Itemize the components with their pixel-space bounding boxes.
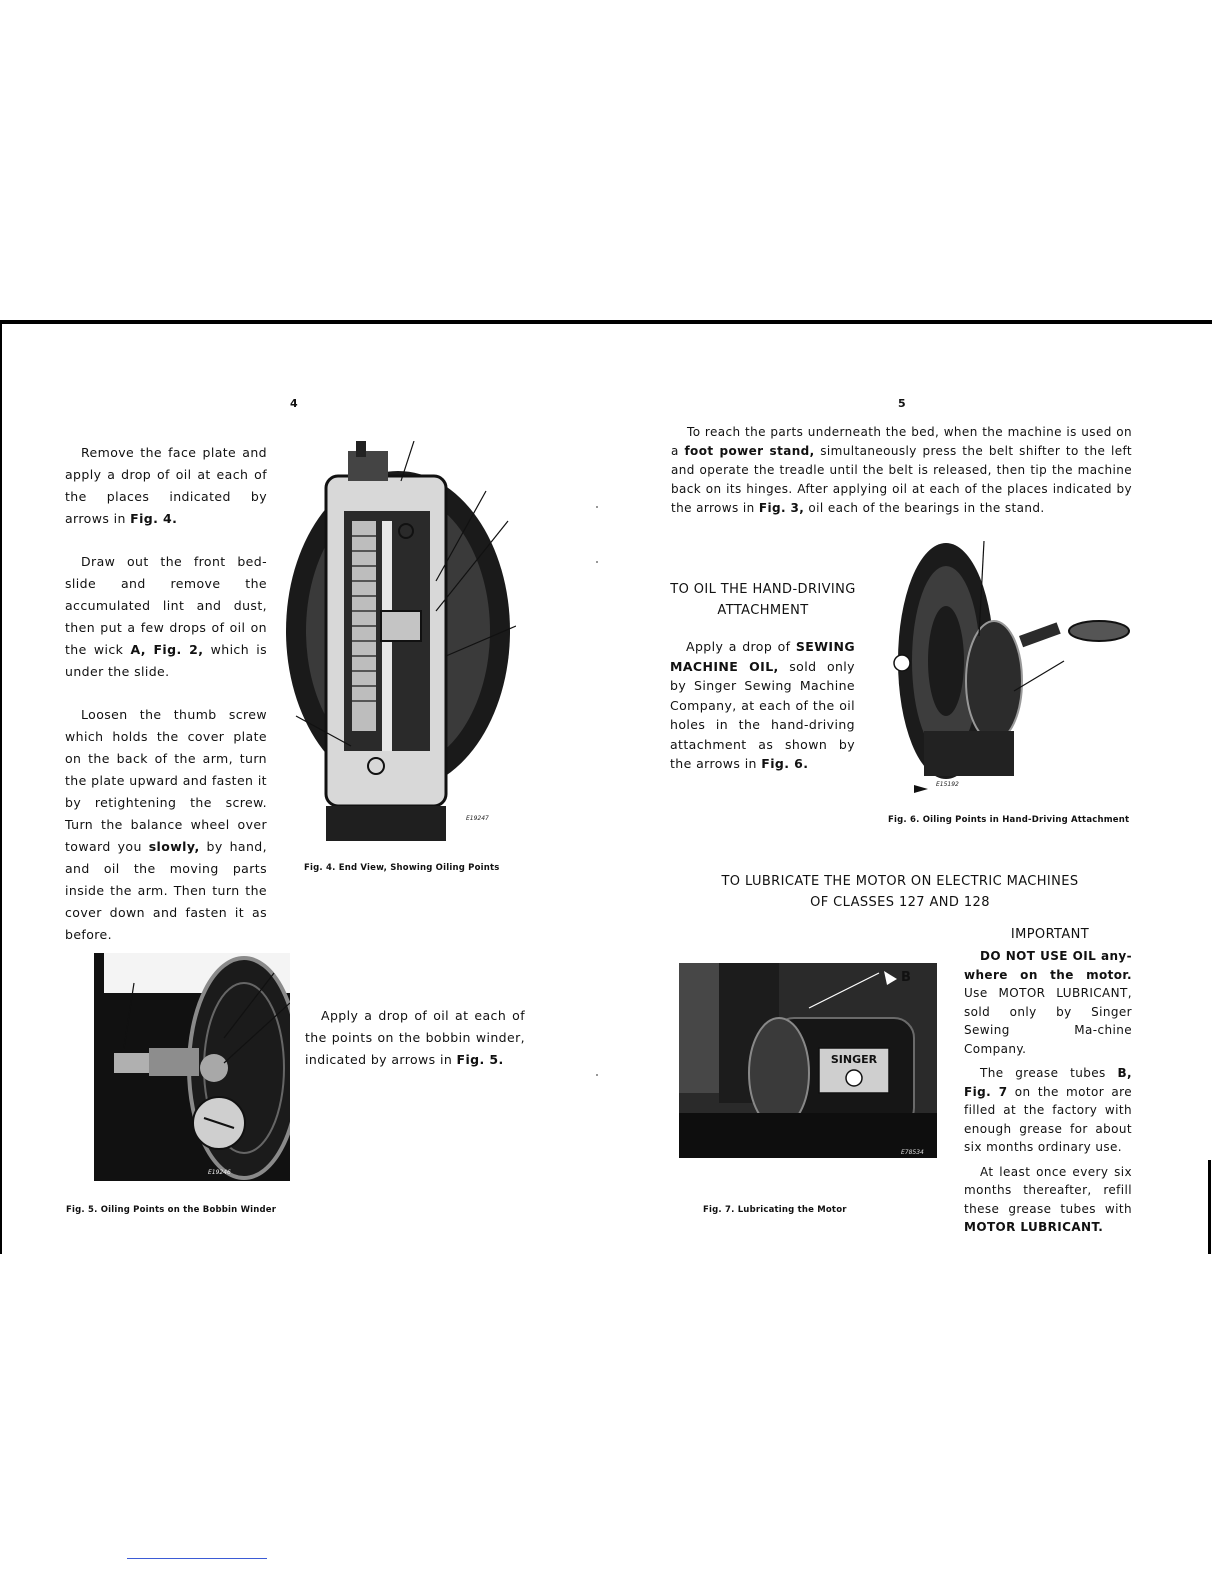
fig4-end-view-image (286, 441, 516, 841)
fig6-hand-driving-image (884, 541, 1132, 793)
fig7-motor-image (679, 963, 937, 1158)
important-heading: IMPORTANT (1010, 927, 1090, 942)
bottom-link-rule (127, 1558, 267, 1559)
fig7-brand-text: SINGER (830, 1053, 878, 1066)
fig5-caption: Fig. 5. Oiling Points on the Bobbin Winder (66, 1205, 277, 1215)
fig4-caption: Fig. 4. End View, Showing Oiling Points (304, 863, 500, 873)
bold-run: foot power stand, (684, 444, 815, 458)
fig6-caption: Fig. 6. Oiling Points in Hand-Driving Attachment (888, 815, 1130, 825)
scan-speck (596, 1074, 598, 1076)
fig7-label-b: B (901, 970, 911, 985)
hand-paragraph: Apply a drop of SEWING MACHINE OIL, sold only by Singer Sewing Machine Company, at each of the oil holes in the hand-driving attachment as shown by the arrows in Fig. 6. (670, 639, 855, 771)
stand-paragraph: To reach the parts underneath the bed, when the machine is used on a foot power stand, simultaneously press the belt shifter to the left and operate the treadle until the belt is released, then tip the machine back on its hinges. After applying oil at each of the places indicated by the arrows in Fig. 3, oil each of the bearings in the stand. (671, 425, 1133, 515)
bold-run: Fig. 6. (761, 756, 809, 771)
motor-heading-line1: TO LUBRICATE THE MOTOR ON ELECTRIC MACHINES (721, 874, 1079, 889)
bold-run: A, Fig. 2, (130, 642, 204, 657)
stand-oiling-text (671, 423, 1132, 518)
bold-run: SEWING MACHINE OIL, (670, 639, 855, 674)
left-paragraph: Remove the face plate and apply a drop of oil at each of the places indicated by arrows in Fig. 4. (65, 445, 267, 526)
scan-speck (596, 506, 598, 508)
motor-heading (700, 871, 1100, 913)
motor-lubrication-text (964, 947, 1132, 1243)
hand-driving-heading-line1: TO OIL THE HAND-DRIVING (670, 582, 856, 597)
fig5-bobbin-winder-image (94, 953, 290, 1181)
motor-paragraph: DO NOT USE OIL any-where on the motor. Use MOTOR LUBRICANT, sold only by Singer Sewing Ma-chine Company. (964, 949, 1132, 1056)
motor-paragraph: At least once every six months thereafter, refill these grease tubes with MOTOR LUBRICANT. (964, 1164, 1132, 1234)
hand-driving-heading (669, 579, 857, 621)
fig5-paragraph: Apply a drop of oil at each of the points on the bobbin winder, indicated by arrows in Fig. 5. (305, 1008, 525, 1067)
scan-speck (596, 561, 598, 563)
left-page-number: 4 (290, 397, 298, 410)
left-paragraph: Loosen the thumb screw which holds the cover plate on the back of the arm, turn the plate upward and fasten it by retightening the screw. Turn the balance wheel over toward you slowly, by hand, and oil the moving parts inside the arm. Then turn the cover down and fasten it as before. (65, 707, 267, 942)
fig7-code: E78534 (901, 1149, 924, 1156)
hand-driving-heading-line2: ATTACHMENT (717, 603, 809, 618)
right-page-number: 5 (898, 397, 906, 410)
motor-paragraph: The grease tubes B, Fig. 7 on the motor are filled at the factory with enough grease for about six months ordinary use. (964, 1066, 1132, 1154)
fig5-code: E19246 (208, 1169, 231, 1176)
bold-run: Fig. 4. (130, 511, 178, 526)
page-right-edge (1208, 1160, 1211, 1254)
page-left-edge (0, 324, 2, 1254)
page-top-rule (0, 320, 1212, 324)
hand-driving-text (670, 637, 855, 774)
fig4-code: E19247 (466, 815, 489, 822)
bold-run: Fig. 3, (758, 501, 805, 515)
motor-heading-line2: OF CLASSES 127 AND 128 (810, 895, 990, 910)
fig6-code: E15192 (936, 781, 959, 788)
bold-run: slowly, (148, 839, 200, 854)
fig5-instruction-text (305, 1005, 525, 1092)
left-column-text (65, 442, 267, 967)
bold-run: Fig. 5. (456, 1052, 504, 1067)
bold-run: B, Fig. 7 (964, 1066, 1132, 1099)
bold-run: DO NOT USE OIL any-where on the motor. (964, 949, 1132, 982)
left-paragraph: Draw out the front bed-slide and remove the accumulated lint and dust, then put a few drops of oil on the wick A, Fig. 2, which is under the slide. (65, 554, 267, 679)
fig7-caption: Fig. 7. Lubricating the Motor (703, 1205, 847, 1215)
bold-run: MOTOR LUBRICANT. (964, 1220, 1104, 1234)
